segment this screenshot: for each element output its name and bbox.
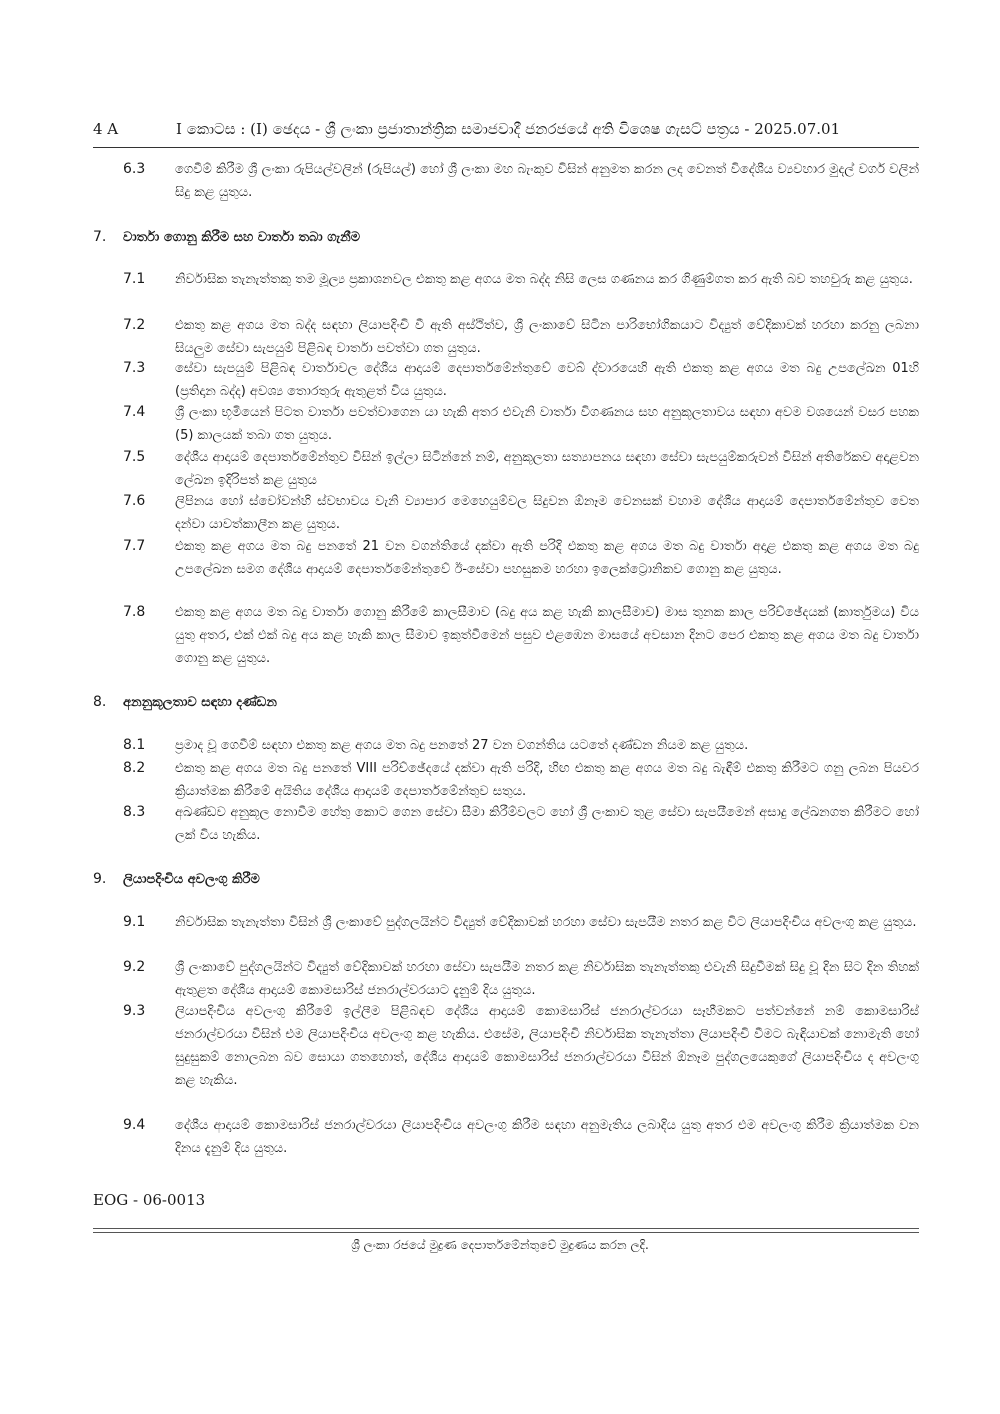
clause-text: දේශීය ආදායම් දෙපාර්තමේන්තුව විසින් ඉල්ලා සිටින්නේ නම්, අනුකූලතා සත්‍යාපනය සඳහා සේවා සැපයුම්කරුවන් විසින් අතිරේකව අදාළවන ලේඛන ඉදිරිපත් කළ යුතුය [175, 450, 919, 488]
clause-number: 7.6 [123, 493, 146, 509]
clause-text: එකතු කළ අගය මත බදු පනතේ 21 වන වගන්තියේ දක්වා ඇති පරිදි එකතු කළ අගය මත බදු වාර්තා අදාළ එකතු කළ අගය මත බදු උපලේඛන සමග දේශීය ආදායම් දෙපාර්තමේන්තුවේ ඊ-සේවා පහසුකම හරහා ඉලෙක්ට්‍රොනිකව ගොනු කළ යුතුය. [175, 539, 919, 577]
clause-number: 9.1 [123, 914, 146, 930]
clause-text: ශ්‍රී ලංකාවේ පුද්ගලයින්ට විද්‍යුත් වේදිකාවක් හරහා සේවා සැපයීම නතර කළ නිර්වාසික තැනැත්තකු එවැනි සිදුවීමක් සිදු වූ දින සිට දින තිහක් ඇතුළත දේශීය ආදායම් කොමසාරිස් ජනරාල්වරයාට දැනුම් දිය යුතුය. [175, 960, 919, 998]
clause-number: 7.2 [123, 317, 146, 333]
footer-rule-bottom [93, 1232, 919, 1233]
clause-text: නිර්වාසික තැනැත්තකු තම මූල්‍ය ප්‍රකාශනවල එකතු කළ අගය මත බද්ද නිසි ලෙස ගණනය කර ගිණුම්ගත කර ඇති බව තහවුරු කළ යුතුය. [175, 272, 913, 287]
section-number: 8. [93, 694, 107, 710]
clause-number: 7.8 [123, 604, 146, 620]
section-title: වාර්තා ගොනු කිරීම සහ වාර්තා තබා ගැනීම [123, 230, 361, 245]
clause-number: 7.7 [123, 538, 146, 554]
document-code: EOG - 06-0013 [93, 1191, 206, 1209]
clause-text: ශ්‍රී ලංකා භූමියෙන් පිටත වාර්තා පවත්වාගෙන යා හැකි අතර එවැනි වාර්තා විගණනය සහ අනුකූලතාවය සඳහා අවම වශයෙන් වසර පහක (5) කාලයක් තබා ගත යුතුය. [175, 405, 919, 443]
section-number: 7. [93, 229, 107, 245]
clause-number: 7.5 [123, 449, 146, 465]
clause-number: 8.2 [123, 760, 146, 776]
clause-text: එකතු කළ අගය මත බදු පනතේ VIII පරිච්ඡේදයේ දක්වා ඇති පරිදි, හිඟ එකතු කළ අගය මත බදු බැඳීම් එකතු කිරීමට ගනු ලබන පියවර ක්‍රියාත්මක කිරීමේ අයිතිය දේශීය ආදායම් දෙපාර්තමේන්තුව සතුය. [175, 761, 919, 799]
clause-text: එකතු කළ අගය මත බදු වාර්තා ගොනු කිරීමේ කාලසීමාව (බදු අය කළ හැකි කාලසීමාව) මාස තුනක කාල පරිච්ඡේදයක් (කාර්තුමය) විය යුතු අතර, එක් එක් බදු අය කළ හැකි කාල සීමාව ඉකුත්වීමෙන් පසුව එළඹෙන මාසයේ අවසාන දිනට පෙර එකතු කළ අගය මත බදු වාර්තා ගොනු කළ යුතුය. [175, 605, 919, 666]
gazette-title: I කොටස : (I) ඡෙදය - ශ්‍රී ලංකා ප්‍රජාතාන්ත්‍රික සමාජවාදී ජනරජයේ අති විශෙෂ ගැසට් පත්‍රය - 2025.07.01 [176, 120, 841, 138]
printer-footer: ශ්‍රී ලංකා රජයේ මුද්‍රණ දෙපාර්තමේන්තුවේ මුද්‍රණය කරන ලදි. [351, 1238, 649, 1252]
clause-number: 8.3 [123, 804, 146, 820]
footer-rule-top [93, 1228, 919, 1229]
page-number: 4 A [93, 120, 119, 138]
clause-text: අඛණ්ඩව අනුකූල නොවීම හේතු කොට ගෙන සේවා සීමා කිරීම්වලට හෝ ශ්‍රී ලංකාව තුළ සේවා සැපයීමෙන් අසාදු ලේඛනගත කිරීමට හෝ ලක් විය හැකිය. [175, 805, 919, 843]
clause-text: නිර්වාසික තැනැත්තා විසින් ශ්‍රී ලංකාවේ පුද්ගලයින්ට විද්‍යුත් වේදිකාවක් හරහා සේවා සැපයීම නතර කළ විට ලියාපදිංචිය අවලංගු කළ යුතුය. [175, 915, 917, 930]
section-title: ලියාපදිංචිය අවලංගු කිරීම [123, 872, 260, 887]
clause-text: ලිපිනය හෝ ස්වෝවන්හි ස්වභාවය වැනි ව්‍යාපාර මෙහෙයුම්වල සිදුවන ඕනෑම වෙනසක් වහාම දේශීය ආදායම් දෙපාර්තමේන්තුව වෙත දන්වා යාවත්කාලීන කළ යුතුය. [175, 494, 919, 532]
clause-text: සේවා සැපයුම් පිළිබඳ වාර්තාවල දේශීය ආදායම් දෙපාර්තමේන්තුවේ වෙබ් ද්වාරයෙහි ඇති එකතු කළ අගය මත බදු උපලේඛන 01හි (ප්‍රතිදාන බද්ද) අවශ්‍ය තොරතුරු ඇතුළත් විය යුතුය. [175, 361, 919, 399]
clause-number: 6.3 [123, 161, 146, 177]
clause-number: 7.3 [123, 360, 146, 376]
clause-number: 7.4 [123, 404, 146, 420]
section-title: අනනුකූලතාව සඳහා දණ්ඩන [123, 695, 277, 710]
clause-number: 8.1 [123, 737, 146, 753]
clause-number: 9.4 [123, 1117, 146, 1133]
clause-text: ලියාපදිංචිය අවලංගු කිරීමේ ඉල්ලීම පිළිබඳව දේශීය ආදායම් කොමසාරිස් ජනරාල්වරයා සෑහීමකට පත්වන්නේ නම් කොමසාරිස් ජනරාල්වරයා විසින් එම ලියාපදිංචිය අවලංගු කළ හැකිය. එසේම, ලියාපදිංචි නිර්වාසික තැනැත්තා ලියාපදිංචි වීමට බැඳියාවක් නොමැති හෝ සුදුසුකම් නොලබන බව සොයා ගතහොත්, දේශීය ආදායම් කොමසාරිස් ජනරාල්වරයා විසින් ඕනෑම පුද්ගලයෙකුගේ ලියාපදිංචිය ද අවලංගු කළ හැකිය. [175, 1004, 919, 1088]
clause-text: ප්‍රමාද වූ ගෙවීම් සඳහා එකතු කළ අගය මත බදු පනතේ 27 වන වගන්තිය යටතේ දණ්ඩන නියම කළ යුතුය. [175, 738, 749, 753]
clause-number: 9.3 [123, 1003, 146, 1019]
clause-text: එකතු කළ අගය මත බද්ද සඳහා ලියාපදිංචි වී ඇති අස්ථිත්ව, ශ්‍රී ලංකාවේ සිටින පාරිභෝගිකයාට විද්‍යුත් වේදිකාවක් හරහා කරනු ලබනා සියලුම සේවා සැපයුම් පිළිබඳ වාර්තා පවත්වා ගත යුතුය. [175, 318, 919, 356]
section-number: 9. [93, 871, 107, 887]
clause-number: 9.2 [123, 959, 146, 975]
clause-text: ගෙවීම් කිරීම ශ්‍රී ලංකා රුපියල්වලින් (රුපියල්) හෝ ශ්‍රී ලංකා මහ බැංකුව විසින් අනුමත කරන ලද වෙනත් විදේශීය ව්‍යවහාර මුදල් වර්ග වලින් සිදු කළ යුතුය. [175, 162, 919, 200]
header-rule [93, 147, 919, 148]
clause-text: දේශීය ආදායම් කොමසාරිස් ජනරාල්වරයා ලියාපදිංචිය අවලංගු කිරීම සඳහා අනුමැතිය ලබාදිය යුතු අතර එම අවලංගු කිරීම ක්‍රියාත්මක වන දිනය දැනුම් දිය යුතුය. [175, 1118, 919, 1156]
clause-number: 7.1 [123, 271, 146, 287]
